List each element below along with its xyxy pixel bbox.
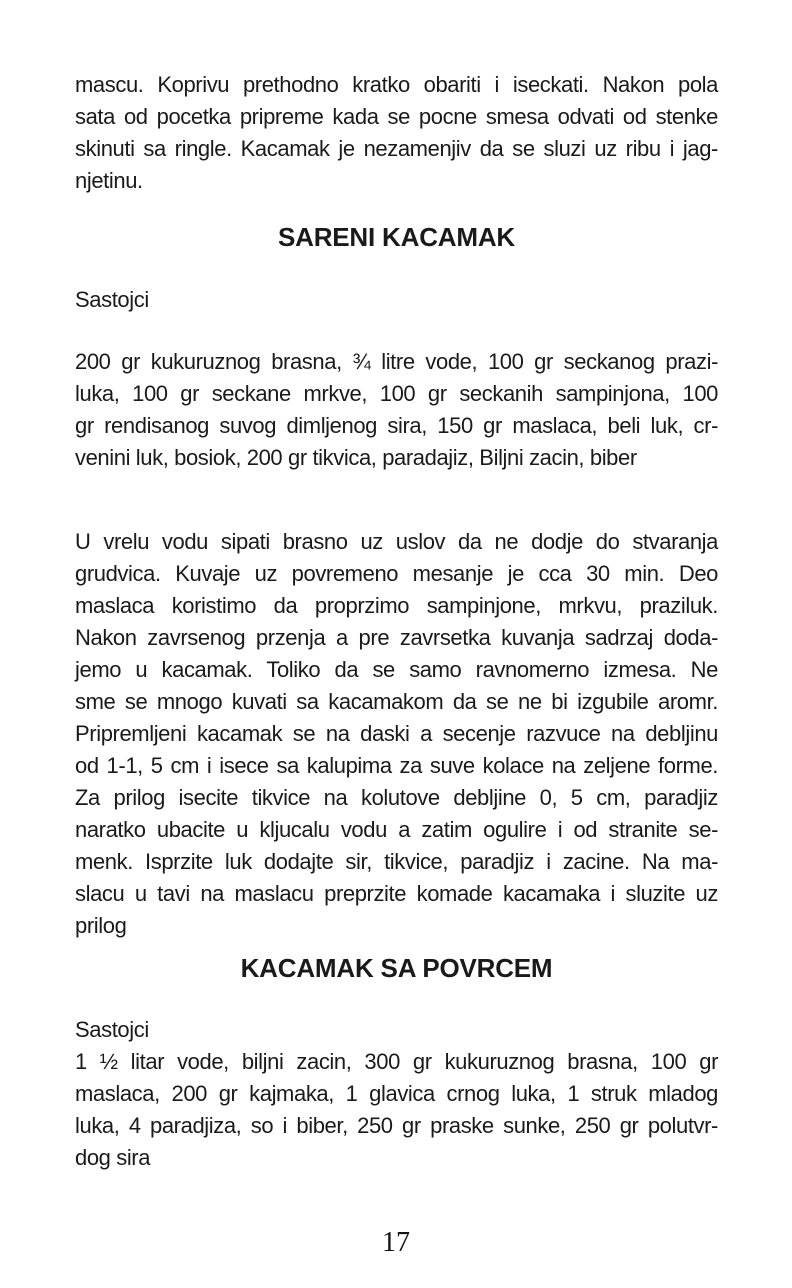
recipe1-instructions-paragraph (75, 526, 718, 942)
intro-paragraph (75, 69, 718, 197)
text-line: prilog (75, 913, 127, 938)
text-line: skinuti sa ringle. Kacamak je nezamenjiv da se sluzi uz ribu i jag- (75, 136, 718, 161)
recipe2-ingredients-paragraph (75, 1046, 718, 1174)
text-line: menk. Isprzite luk dodajte sir, tikvice, paradjiz i zacine. Na ma- (75, 849, 718, 874)
text-line: grudvica. Kuvaje uz povremeno mesanje je cca 30 min. Deo (75, 561, 718, 586)
text-line: naratko ubacite u kljucalu vodu a zatim ogulire i od stranite se- (75, 817, 718, 842)
text-line: od 1-1, 5 cm i isece sa kalupima za suve kolace na zeljene forme. (75, 753, 718, 778)
text-line: Pripremljeni kacamak se na daski a secenje razvuce na debljinu (75, 721, 718, 746)
text-line: dog sira (75, 1145, 151, 1170)
text-line: Nakon zavrsenog przenja a pre zavrsetka kuvanja sadrzaj doda- (75, 625, 718, 650)
recipe2-ingredients-label: Sastojci (75, 1017, 149, 1042)
text-line: luka, 4 paradjiza, so i biber, 250 gr praske sunke, 250 gr polutvr- (75, 1113, 718, 1138)
text-line: mascu. Koprivu prethodno kratko obariti i iseckati. Nakon pola (75, 72, 718, 97)
text-line: slacu u tavi na maslacu preprzite komade kacamaka i sluzite uz (75, 881, 718, 906)
text-line: maslaca koristimo da proprzimo sampinjone, mrkvu, praziluk. (75, 593, 718, 618)
recipe2-title: KACAMAK SA POVRCEM (240, 953, 553, 983)
recipe2-ingredients-block (75, 1014, 718, 1174)
text-line: venini luk, bosiok, 200 gr tikvica, paradajiz, Biljni zacin, biber (75, 445, 637, 470)
text-line: 1 ½ litar vode, biljni zacin, 300 gr kukuruznog brasna, 100 gr (75, 1049, 718, 1074)
text-line: jemo u kacamak. Toliko da se samo ravnomerno izmesa. Ne (75, 657, 718, 682)
text-line: 200 gr kukuruznog brasna, ¾ litre vode, 100 gr seckanog prazi- (75, 349, 718, 374)
recipe1-ingredients-label: Sastojci (75, 287, 149, 312)
recipe1-ingredients-paragraph (75, 346, 718, 474)
text-line: U vrelu vodu sipati brasno uz uslov da ne dodje do stvaranja (75, 529, 718, 554)
text-line: maslaca, 200 gr kajmaka, 1 glavica crnog luka, 1 struk mladog (75, 1081, 718, 1106)
text-line: Za prilog isecite tikvice na kolutove debljine 0, 5 cm, paradjiz (75, 785, 718, 810)
recipe1-title: SARENI KACAMAK (278, 222, 515, 252)
text-line: sme se mnogo kuvati sa kacamakom da se ne bi izgubile aromr. (75, 689, 718, 714)
text-line: sata od pocetka pripreme kada se pocne smesa odvati od stenke (75, 104, 718, 129)
text-line: gr rendisanog suvog dimljenog sira, 150 gr maslaca, beli luk, cr- (75, 413, 718, 438)
text-line: njetinu. (75, 168, 143, 193)
text-line: luka, 100 gr seckane mrkve, 100 gr seckanih sampinjona, 100 (75, 381, 718, 406)
page-number: 17 (382, 1227, 410, 1258)
